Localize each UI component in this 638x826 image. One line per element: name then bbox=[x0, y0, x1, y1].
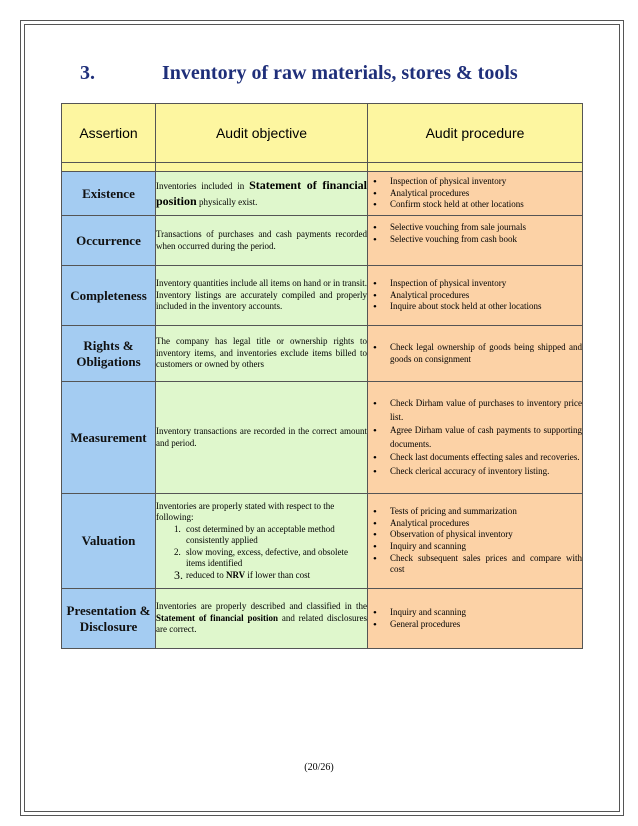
procedure-item: • Selective vouching from sale journals bbox=[368, 222, 582, 234]
procedure-item: • Analytical procedures bbox=[368, 188, 582, 200]
procedure-item: • Check last documents effecting sales and recoveries. bbox=[368, 451, 582, 465]
procedure-item: • Observation of physical inventory bbox=[368, 529, 582, 541]
table-row bbox=[62, 216, 583, 266]
procedure-cell bbox=[368, 589, 583, 649]
section-title: Inventory of raw materials, stores & tools bbox=[162, 62, 518, 84]
procedure-cell bbox=[368, 382, 583, 494]
objective-cell: Inventories are properly described and classified in the Statement of financial position and related disclosures are correct. bbox=[156, 589, 368, 649]
objective-cell: Inventory transactions are recorded in the correct amount and period. bbox=[156, 382, 368, 494]
procedure-item: • Agree Dirham value of cash payments to supporting documents. bbox=[368, 424, 582, 451]
valuation-criteria-list bbox=[156, 524, 367, 582]
assertion-cell: Occurrence bbox=[62, 216, 156, 266]
procedure-item: • Inquiry and scanning bbox=[368, 541, 582, 553]
audit-table bbox=[61, 103, 583, 649]
section-heading bbox=[0, 60, 638, 90]
procedure-item: • Confirm stock held at other locations bbox=[368, 199, 582, 211]
table-row bbox=[62, 266, 583, 326]
procedure-item: • General procedures bbox=[368, 619, 582, 631]
header-spacer-row bbox=[62, 163, 583, 172]
objective-cell: The company has legal title or ownership rights to inventory items, and inventories exclude items billed to customers or owned by others bbox=[156, 326, 368, 382]
procedure-item: • Inquire about stock held at other locations bbox=[368, 301, 582, 313]
assertion-cell: Valuation bbox=[62, 494, 156, 589]
procedure-item: • Check legal ownership of goods being shipped and goods on consignment bbox=[368, 342, 582, 365]
assertion-cell: Presentation & Disclosure bbox=[62, 589, 156, 649]
procedure-cell bbox=[368, 216, 583, 266]
assertion-cell: Existence bbox=[62, 172, 156, 216]
header-audit-objective: Audit objective bbox=[156, 104, 368, 163]
objective-cell: Inventory quantities include all items on hand or in transit. Inventory listings are accurately compiled and properly included in the inventory accounts. bbox=[156, 266, 368, 326]
procedure-item: • Check clerical accuracy of inventory listing. bbox=[368, 465, 582, 479]
procedure-cell bbox=[368, 494, 583, 589]
criteria-item: 1. cost determined by an acceptable method consistently applied bbox=[174, 523, 335, 546]
criteria-item: 3. reduced to NRV if lower than cost bbox=[174, 567, 311, 582]
procedure-item: • Inspection of physical inventory bbox=[368, 278, 582, 290]
table-row bbox=[62, 326, 583, 382]
assertion-cell: Completeness bbox=[62, 266, 156, 326]
header-audit-procedure: Audit procedure bbox=[368, 104, 583, 163]
assertion-cell: Measurement bbox=[62, 382, 156, 494]
procedure-item: • Check subsequent sales prices and compare with cost bbox=[368, 553, 582, 576]
procedure-item: • Check Dirham value of purchases to inventory price list. bbox=[368, 397, 582, 424]
procedure-item: • Inquiry and scanning bbox=[368, 607, 582, 619]
assertion-cell: Rights & Obligations bbox=[62, 326, 156, 382]
page-number: (20/26) bbox=[304, 762, 334, 773]
procedure-item: • Inspection of physical inventory bbox=[368, 176, 582, 188]
table-row bbox=[62, 589, 583, 649]
objective-cell: Transactions of purchases and cash payments recorded when occurred during the period. bbox=[156, 216, 368, 266]
procedure-cell bbox=[368, 326, 583, 382]
procedure-cell bbox=[368, 266, 583, 326]
procedure-cell bbox=[368, 172, 583, 216]
table-header-row bbox=[62, 104, 583, 163]
procedure-item: • Analytical procedures bbox=[368, 518, 582, 530]
table-row bbox=[62, 494, 583, 589]
procedure-item: • Analytical procedures bbox=[368, 290, 582, 302]
procedure-item: • Selective vouching from cash book bbox=[368, 234, 582, 246]
table-row bbox=[62, 172, 583, 216]
criteria-item: 2. slow moving, excess, defective, and obsolete items identified bbox=[174, 546, 348, 569]
header-assertion: Assertion bbox=[62, 104, 156, 163]
section-number: 3. bbox=[80, 62, 95, 84]
table-row bbox=[62, 382, 583, 494]
objective-cell: Inventories included in Statement of financial position physically exist. bbox=[156, 172, 368, 216]
procedure-item: • Tests of pricing and summarization bbox=[368, 506, 582, 518]
objective-cell: Inventories are properly stated with respect to the following: 1. cost determined by an acceptable method consistently applied 2. slow moving, excess, defective, and obsolete items identified 3. reduced to NRV if lower than cost bbox=[156, 494, 368, 589]
